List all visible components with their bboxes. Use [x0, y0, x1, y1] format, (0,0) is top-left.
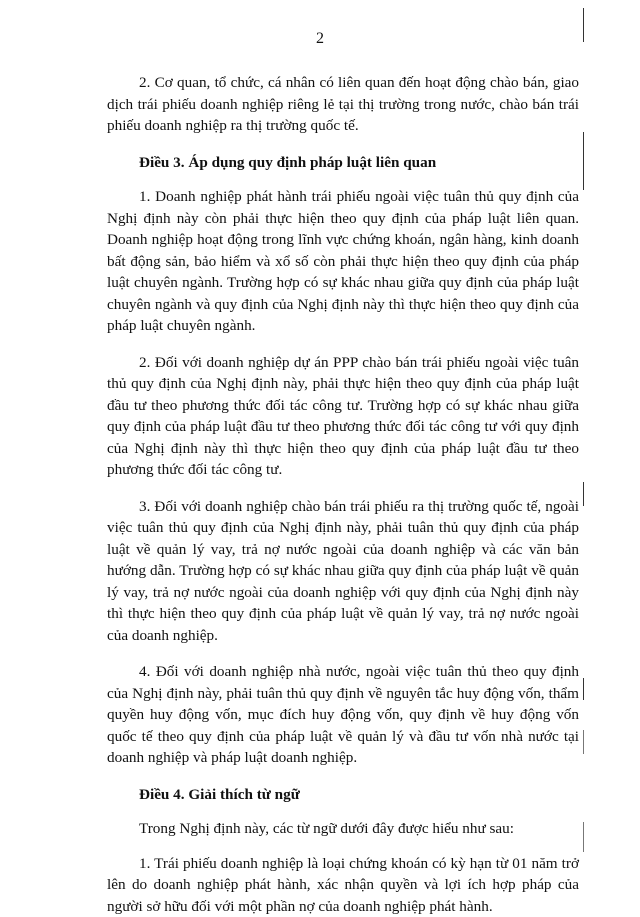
document-body — [107, 72, 579, 917]
paragraph-4-intro: Trong Nghị định này, các từ ngữ dưới đây được hiểu như sau: — [107, 818, 579, 840]
article-4-heading: Điều 4. Giải thích từ ngữ — [107, 784, 579, 806]
paragraph-2-2: 2. Cơ quan, tổ chức, cá nhân có liên quan đến hoạt động chào bán, giao dịch trái phiếu doanh nghiệp riêng lẻ tại thị trường trong nước, chào bán trái phiếu doanh nghiệp ra thị trường quốc tế. — [107, 72, 579, 137]
article-3-heading: Điều 3. Áp dụng quy định pháp luật liên quan — [107, 152, 579, 174]
paragraph-3-3: 3. Đối với doanh nghiệp chào bán trái phiếu ra thị trường quốc tế, ngoài việc tuân thủ quy định của Nghị định này, phải tuân thủ quy định của pháp luật về quản lý vay, trả nợ nước ngoài của doanh nghiệp và các văn bản hướng dẫn. Trường hợp có sự khác nhau giữa quy định của pháp luật về quản lý vay, trả nợ nước ngoài của doanh nghiệp với quy định của Nghị định này thì thực hiện theo quy định của pháp luật về quản lý vay, trả nợ nước ngoài của doanh nghiệp. — [107, 496, 579, 647]
scan-edge-line — [583, 730, 584, 754]
scan-edge-line — [583, 8, 584, 42]
scan-edge-line — [583, 482, 584, 506]
paragraph-3-2: 2. Đối với doanh nghiệp dự án PPP chào bán trái phiếu ngoài việc tuân thủ quy định của Nghị định này, phải thực hiện theo quy định của pháp luật đầu tư theo phương thức đối tác công tư. Trường hợp có sự khác nhau giữa quy định của pháp luật đầu tư theo phương thức đối tác công tư với quy định của Nghị định này thì thực hiện theo quy định của pháp luật đầu tư theo phương thức đối tác công tư. — [107, 352, 579, 481]
paragraph-3-4: 4. Đối với doanh nghiệp nhà nước, ngoài việc tuân thủ theo quy định của Nghị định này, phải tuân thủ quy định về nguyên tắc huy động vốn, thẩm quyền huy động vốn, mục đích huy động vốn, quy định về huy động vốn quốc tế theo quy định của pháp luật về quản lý và đầu tư vốn nhà nước tại doanh nghiệp và pháp luật doanh nghiệp. — [107, 661, 579, 769]
scan-edge-line — [583, 678, 584, 700]
scan-edge-line — [583, 822, 584, 852]
paragraph-4-1: 1. Trái phiếu doanh nghiệp là loại chứng khoán có kỳ hạn từ 01 năm trở lên do doanh nghiệp phát hành, xác nhận quyền và lợi ích hợp pháp của người sở hữu đối với một phần nợ của doanh nghiệp phát hành. — [107, 853, 579, 917]
paragraph-3-1: 1. Doanh nghiệp phát hành trái phiếu ngoài việc tuân thủ quy định của Nghị định này còn phải thực hiện theo quy định của pháp luật liên quan. Doanh nghiệp hoạt động trong lĩnh vực chứng khoán, ngân hàng, kinh doanh bất động sản, bảo hiểm và xổ số còn phải thực hiện theo quy định của pháp luật chuyên ngành. Trường hợp có sự khác nhau giữa quy định của pháp luật chuyên ngành và quy định của Nghị định này thì thực hiện theo quy định của pháp luật chuyên ngành. — [107, 186, 579, 337]
scan-edge-line — [583, 132, 584, 190]
page-number: 2 — [0, 30, 640, 48]
